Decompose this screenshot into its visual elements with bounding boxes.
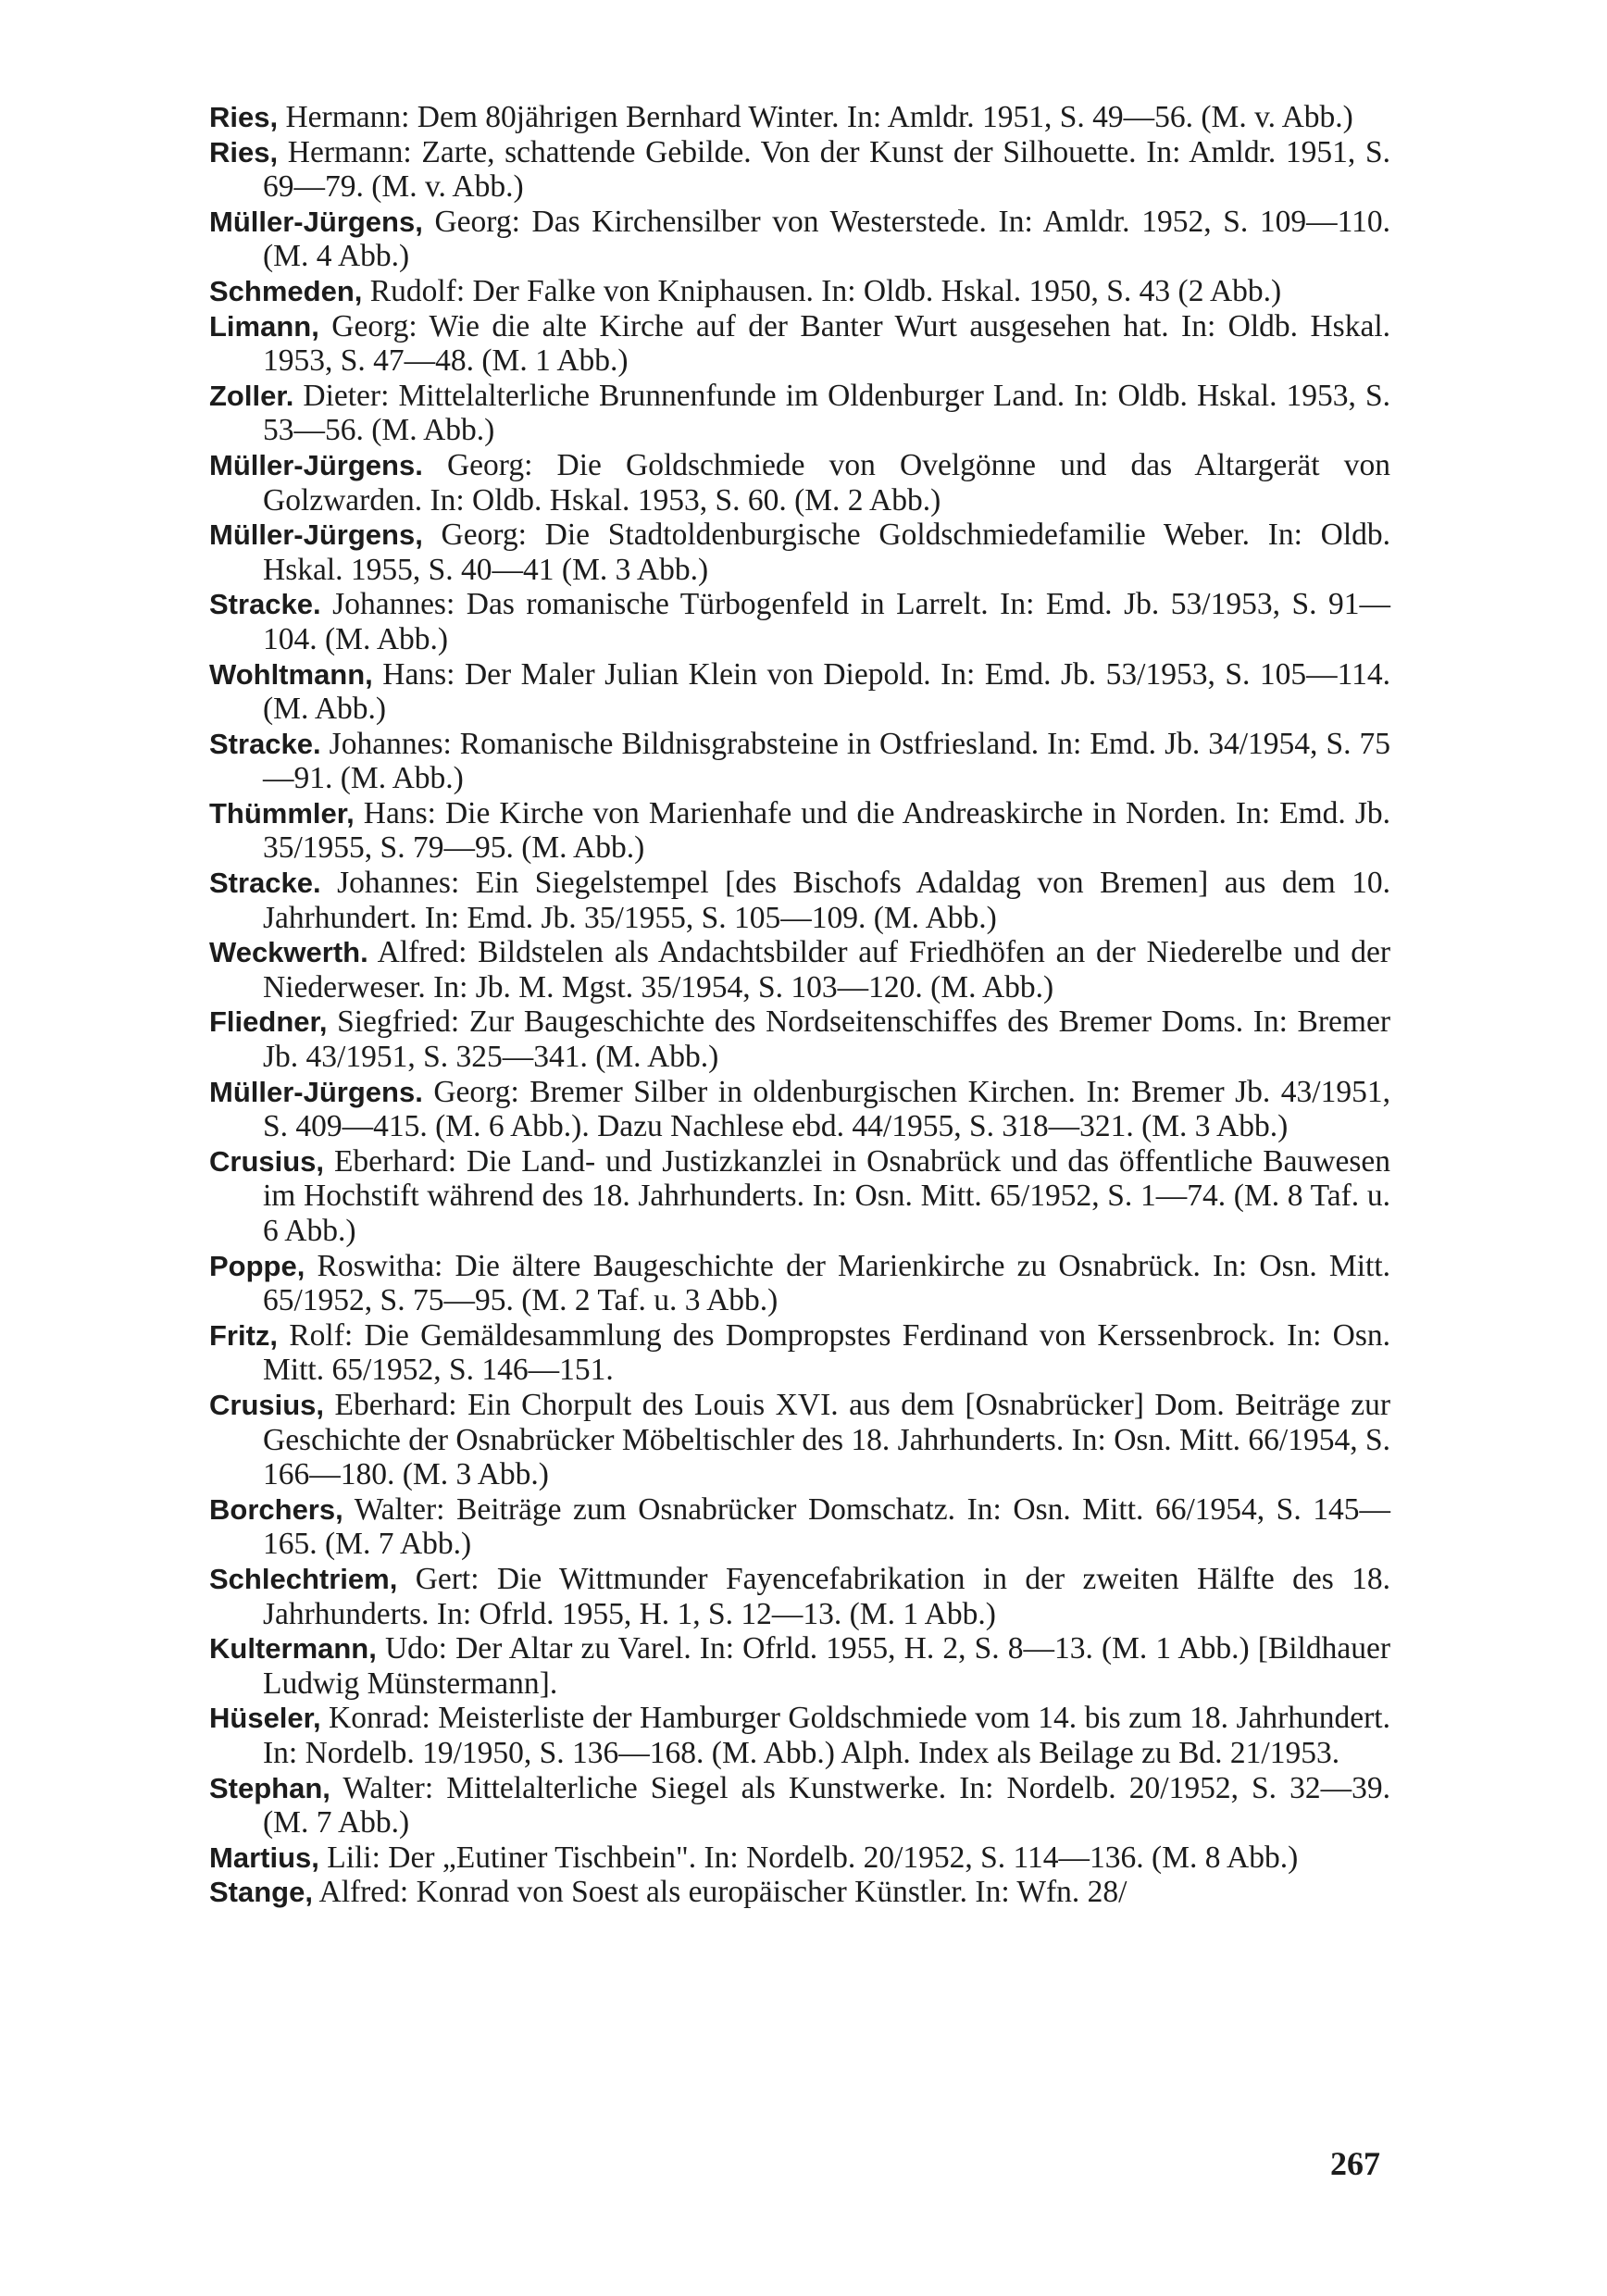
entry-text: Georg: Das Kirchensilber von Westerstede. In: Amldr. 1952, S. 109—110. (M. 4 Abb.) xyxy=(263,204,1390,274)
entry-text: Georg: Wie die alte Kirche auf der Banter Wurt ausgesehen hat. In: Oldb. Hskal. 1953, S. 47—48. (M. 1 Abb.) xyxy=(263,308,1390,379)
entry-text: Gert: Die Wittmunder Fayencefabrikation in der zweiten Hälfte des 18. Jahrhunderts. In: Ofrld. 1955, H. 1, S. 12—13. (M. 1 Abb.) xyxy=(263,1561,1390,1631)
entry-author: Hüseler, xyxy=(209,1702,321,1735)
entry-author: Borchers, xyxy=(209,1492,343,1526)
entry-text: Rudolf: Der Falke von Kniphausen. In: Oldb. Hskal. 1950, S. 43 (2 Abb.) xyxy=(362,273,1282,308)
bibliography-entry xyxy=(209,1701,1390,1770)
bibliography-entry xyxy=(209,657,1390,727)
bibliography-entry xyxy=(209,1631,1390,1701)
entry-text: Alfred: Konrad von Soest als europäischer Künstler. In: Wfn. 28/ xyxy=(312,1875,1127,1910)
entry-author: Zoller. xyxy=(209,379,294,412)
bibliography-entry xyxy=(209,796,1390,866)
entry-text: Eberhard: Die Land- und Justizkanzlei in Osnabrück und das öffentliche Bauwesen im Hochstift während des 18. Jahrhunderts. In: Osn. Mitt. 65/1952, S. 1—74. (M. 8 Taf. u. 6 Abb.) xyxy=(263,1143,1390,1248)
bibliography-entry xyxy=(209,274,1390,309)
entry-text: Rolf: Die Gemäldesammlung des Dompropstes Ferdinand von Kerssenbrock. In: Osn. Mitt. 65/1952, S. 146—151. xyxy=(263,1317,1390,1388)
bibliography-entry xyxy=(209,1388,1390,1492)
bibliography-entry xyxy=(209,1875,1390,1910)
entry-author: Thümmler, xyxy=(209,796,355,830)
bibliography-entry xyxy=(209,1492,1390,1562)
entry-text: Georg: Die Stadtoldenburgische Goldschmiedefamilie Weber. In: Oldb. Hskal. 1955, S. 40—41 (M. 3 Abb.) xyxy=(263,518,1390,587)
entry-text: Hans: Der Maler Julian Klein von Diepold. In: Emd. Jb. 53/1953, S. 105—114. (M. Abb.) xyxy=(263,656,1390,727)
bibliography-entry xyxy=(209,205,1390,274)
entry-text: Georg: Die Goldschmiede von Ovelgönne und das Altargerät von Golzwarden. In: Oldb. Hskal. 1953, S. 60. (M. 2 Abb.) xyxy=(263,447,1390,518)
entry-author: Müller-Jürgens. xyxy=(209,448,423,481)
entry-text: Dieter: Mittelalterliche Brunnenfunde im Oldenburger Land. In: Oldb. Hskal. 1953, S. 53—56. (M. Abb.) xyxy=(263,378,1390,448)
entry-author: Müller-Jürgens, xyxy=(209,518,423,552)
entry-author: Ries, xyxy=(209,135,279,168)
entry-author: Weckwerth. xyxy=(209,936,368,969)
entry-author: Stracke. xyxy=(209,867,321,900)
entry-author: Fritz, xyxy=(209,1318,279,1352)
entry-text: Walter: Mittelalterliche Siegel als Kunstwerke. In: Nordelb. 20/1952, S. 32—39. (M. 7 Abb.) xyxy=(263,1770,1390,1841)
entry-text: Johannes: Das romanische Türbogenfeld in Larrelt. In: Emd. Jb. 53/1953, S. 91—104. (M. Abb.) xyxy=(263,587,1390,656)
entry-author: Wohltmann, xyxy=(209,657,373,691)
entry-author: Fliedner, xyxy=(209,1005,328,1039)
entry-text: Siegfried: Zur Baugeschichte des Nordseitenschiffes des Bremer Doms. In: Bremer Jb. 43/1951, S. 325—341. (M. Abb.) xyxy=(263,1004,1390,1075)
entry-text: Johannes: Romanische Bildnisgrabsteine in Ostfriesland. In: Emd. Jb. 34/1954, S. 75—91. (M. Abb.) xyxy=(263,726,1390,796)
entry-author: Limann, xyxy=(209,309,319,343)
entry-text: Konrad: Meisterliste der Hamburger Goldschmiede vom 14. bis zum 18. Jahrhundert. In: Nordelb. 19/1950, S. 136—168. (M. Abb.) Alph. Index als Beilage zu Bd. 21/1953. xyxy=(263,1701,1390,1770)
entry-author: Müller-Jürgens, xyxy=(209,205,423,238)
bibliography-entry xyxy=(209,1004,1390,1074)
entry-author: Kultermann, xyxy=(209,1632,377,1666)
bibliography-entry xyxy=(209,866,1390,935)
entry-author: Martius, xyxy=(209,1841,319,1874)
bibliography-entry xyxy=(209,448,1390,518)
entry-author: Stracke. xyxy=(209,588,321,621)
entry-text: Roswitha: Die ältere Baugeschichte der Marienkirche zu Osnabrück. In: Osn. Mitt. 65/1952, S. 75—95. (M. 2 Taf. u. 3 Abb.) xyxy=(263,1248,1390,1318)
bibliography-entry xyxy=(209,309,1390,379)
bibliography-entry xyxy=(209,135,1390,205)
bibliography-list xyxy=(209,100,1390,1910)
bibliography-entry xyxy=(209,935,1390,1004)
entry-text: Alfred: Bildstelen als Andachtsbilder auf Friedhöfen an der Niederelbe und der Niederweser. In: Jb. M. Mgst. 35/1954, S. 103—120. (M. Abb.) xyxy=(263,935,1390,1004)
entry-text: Georg: Bremer Silber in oldenburgischen Kirchen. In: Bremer Jb. 43/1951, S. 409—415. (M. 6 Abb.). Dazu Nachlese ebd. 44/1955, S. 318—321. (M. 3 Abb.) xyxy=(263,1074,1390,1144)
bibliography-entry xyxy=(209,1841,1390,1876)
entry-text: Hermann: Zarte, schattende Gebilde. Von der Kunst der Silhouette. In: Amldr. 1951, S. 69—79. (M. v. Abb.) xyxy=(263,134,1390,205)
entry-text: Walter: Beiträge zum Osnabrücker Domschatz. In: Osn. Mitt. 66/1954, S. 145—165. (M. 7 Abb.) xyxy=(263,1491,1390,1562)
entry-author: Ries, xyxy=(209,101,279,133)
entry-author: Crusius, xyxy=(209,1144,325,1178)
bibliography-entry xyxy=(209,1249,1390,1318)
bibliography-entry xyxy=(209,379,1390,448)
entry-author: Stephan, xyxy=(209,1771,330,1804)
bibliography-entry xyxy=(209,1562,1390,1631)
entry-author: Crusius, xyxy=(209,1388,325,1421)
entry-author: Stange, xyxy=(209,1876,313,1909)
bibliography-entry xyxy=(209,587,1390,656)
entry-text: Hans: Die Kirche von Marienhafe und die Andreaskirche in Norden. In: Emd. Jb. 35/1955, S. 79—95. (M. Abb.) xyxy=(263,795,1390,866)
entry-author: Schmeden, xyxy=(209,274,363,307)
bibliography-entry xyxy=(209,1144,1390,1249)
entry-text: Hermann: Dem 80jährigen Bernhard Winter. In: Amldr. 1951, S. 49—56. (M. v. Abb.) xyxy=(278,100,1353,134)
bibliography-entry xyxy=(209,100,1390,135)
entry-author: Stracke. xyxy=(209,727,321,760)
entry-text: Eberhard: Ein Chorpult des Louis XVI. aus dem [Osnabrücker] Dom. Beiträge zur Geschichte der Osnabrücker Möbeltischler des 18. Jahrhunderts. In: Osn. Mitt. 66/1954, S. 166—180. (M. 3 Abb.) xyxy=(263,1387,1390,1492)
bibliography-entry xyxy=(209,1075,1390,1144)
entry-author: Poppe, xyxy=(209,1249,305,1282)
entry-text: Johannes: Ein Siegelstempel [des Bischofs Adaldag von Bremen] aus dem 10. Jahrhundert. In: Emd. Jb. 35/1955, S. 105—109. (M. Abb.) xyxy=(263,866,1390,935)
page-number: 267 xyxy=(1330,2145,1380,2182)
bibliography-entry xyxy=(209,727,1390,796)
entry-author: Müller-Jürgens. xyxy=(209,1075,423,1108)
bibliography-entry xyxy=(209,518,1390,587)
bibliography-entry xyxy=(209,1771,1390,1841)
bibliography-entry xyxy=(209,1318,1390,1388)
entry-text: Lili: Der „Eutiner Tischbein". In: Nordelb. 20/1952, S. 114—136. (M. 8 Abb.) xyxy=(318,1840,1299,1875)
entry-author: Schlechtriem, xyxy=(209,1562,398,1595)
entry-text: Udo: Der Altar zu Varel. In: Ofrld. 1955, H. 2, S. 8—13. (M. 1 Abb.) [Bildhauer Ludwig Münstermann]. xyxy=(263,1631,1390,1701)
